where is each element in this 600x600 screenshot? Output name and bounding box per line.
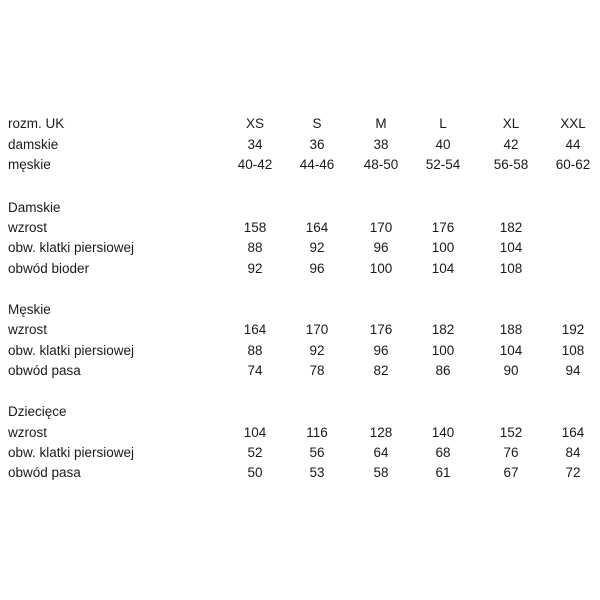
table-cell: 100 <box>431 240 455 255</box>
row-label: obwód pasa <box>8 465 81 480</box>
row-label: obw. klatki piersiowej <box>8 240 135 255</box>
table-cell: 182 <box>499 220 523 235</box>
table-cell: 86 <box>435 363 451 378</box>
table-cell: 164 <box>243 322 267 337</box>
table-cell: 152 <box>499 425 523 440</box>
row-label: wzrost <box>8 322 48 337</box>
section-title: Męskie <box>8 302 51 317</box>
table-cell: 90 <box>503 363 519 378</box>
table-cell: 108 <box>499 261 523 276</box>
table-cell: 34 <box>247 137 263 152</box>
table-cell: 108 <box>561 343 585 358</box>
size-xxl: XXL <box>560 116 586 131</box>
table-cell: 192 <box>561 322 585 337</box>
table-cell: 92 <box>247 261 263 276</box>
table-row <box>0 259 600 279</box>
table-cell: 140 <box>431 425 455 440</box>
table-cell: 56 <box>309 445 325 460</box>
table-cell: 52-54 <box>425 157 461 172</box>
table-cell: 158 <box>243 220 267 235</box>
table-cell: 170 <box>369 220 393 235</box>
conversion-row-damskie <box>0 135 600 155</box>
row-label: damskie <box>8 137 59 152</box>
table-cell: 128 <box>369 425 393 440</box>
table-cell: 48-50 <box>363 157 399 172</box>
row-label: męskie <box>8 157 51 172</box>
table-row <box>0 463 600 483</box>
table-cell: 92 <box>309 240 325 255</box>
table-row <box>0 361 600 381</box>
table-cell: 100 <box>369 261 393 276</box>
table-cell: 104 <box>499 240 523 255</box>
row-label: obwód bioder <box>8 261 90 276</box>
size-s: S <box>312 116 322 131</box>
row-label: wzrost <box>8 220 48 235</box>
size-header-label: rozm. UK <box>8 116 65 131</box>
conversion-row-meskie <box>0 155 600 175</box>
table-cell: 56-58 <box>493 157 529 172</box>
table-cell: 44-46 <box>299 157 335 172</box>
section-title-meskie <box>0 300 600 320</box>
section-title: Dziecięce <box>8 404 67 419</box>
table-cell: 100 <box>431 343 455 358</box>
table-row <box>0 218 600 238</box>
table-cell: 164 <box>305 220 329 235</box>
section-title-dzieciece <box>0 402 600 422</box>
section-title-damskie <box>0 198 600 218</box>
table-cell: 82 <box>373 363 389 378</box>
table-cell: 96 <box>373 240 389 255</box>
table-cell: 176 <box>431 220 455 235</box>
table-row <box>0 423 600 443</box>
table-cell: 67 <box>503 465 519 480</box>
row-label: obw. klatki piersiowej <box>8 343 135 358</box>
size-xl: XL <box>502 116 520 131</box>
size-m: M <box>375 116 387 131</box>
table-row <box>0 238 600 258</box>
table-cell: 188 <box>499 322 523 337</box>
table-cell: 170 <box>305 322 329 337</box>
table-cell: 68 <box>435 445 451 460</box>
table-cell: 52 <box>247 445 263 460</box>
table-cell: 58 <box>373 465 389 480</box>
table-cell: 50 <box>247 465 263 480</box>
row-label: wzrost <box>8 425 48 440</box>
table-cell: 64 <box>373 445 389 460</box>
table-cell: 38 <box>373 137 389 152</box>
table-cell: 88 <box>247 343 263 358</box>
table-cell: 40 <box>435 137 451 152</box>
section-title: Damskie <box>8 200 61 215</box>
table-cell: 76 <box>503 445 519 460</box>
table-cell: 104 <box>431 261 455 276</box>
table-cell: 40-42 <box>237 157 273 172</box>
table-row <box>0 443 600 463</box>
table-cell: 94 <box>565 363 581 378</box>
table-cell: 74 <box>247 363 263 378</box>
size-xs: XS <box>245 116 264 131</box>
table-cell: 61 <box>435 465 451 480</box>
table-cell: 92 <box>309 343 325 358</box>
table-cell: 44 <box>565 137 581 152</box>
table-cell: 53 <box>309 465 325 480</box>
table-cell: 164 <box>561 425 585 440</box>
table-cell: 60-62 <box>555 157 591 172</box>
table-cell: 104 <box>499 343 523 358</box>
size-l: L <box>439 116 447 131</box>
size-header-row <box>0 114 600 134</box>
table-cell: 42 <box>503 137 519 152</box>
table-cell: 96 <box>309 261 325 276</box>
row-label: obw. klatki piersiowej <box>8 445 135 460</box>
table-cell: 96 <box>373 343 389 358</box>
table-row <box>0 320 600 340</box>
table-cell: 36 <box>309 137 325 152</box>
table-cell: 116 <box>306 425 328 440</box>
table-cell: 72 <box>565 465 581 480</box>
table-cell: 88 <box>247 240 263 255</box>
table-row <box>0 341 600 361</box>
table-cell: 104 <box>243 425 267 440</box>
table-cell: 176 <box>369 322 393 337</box>
table-cell: 78 <box>309 363 325 378</box>
row-label: obwód pasa <box>8 363 81 378</box>
table-cell: 84 <box>565 445 581 460</box>
table-cell: 182 <box>431 322 455 337</box>
